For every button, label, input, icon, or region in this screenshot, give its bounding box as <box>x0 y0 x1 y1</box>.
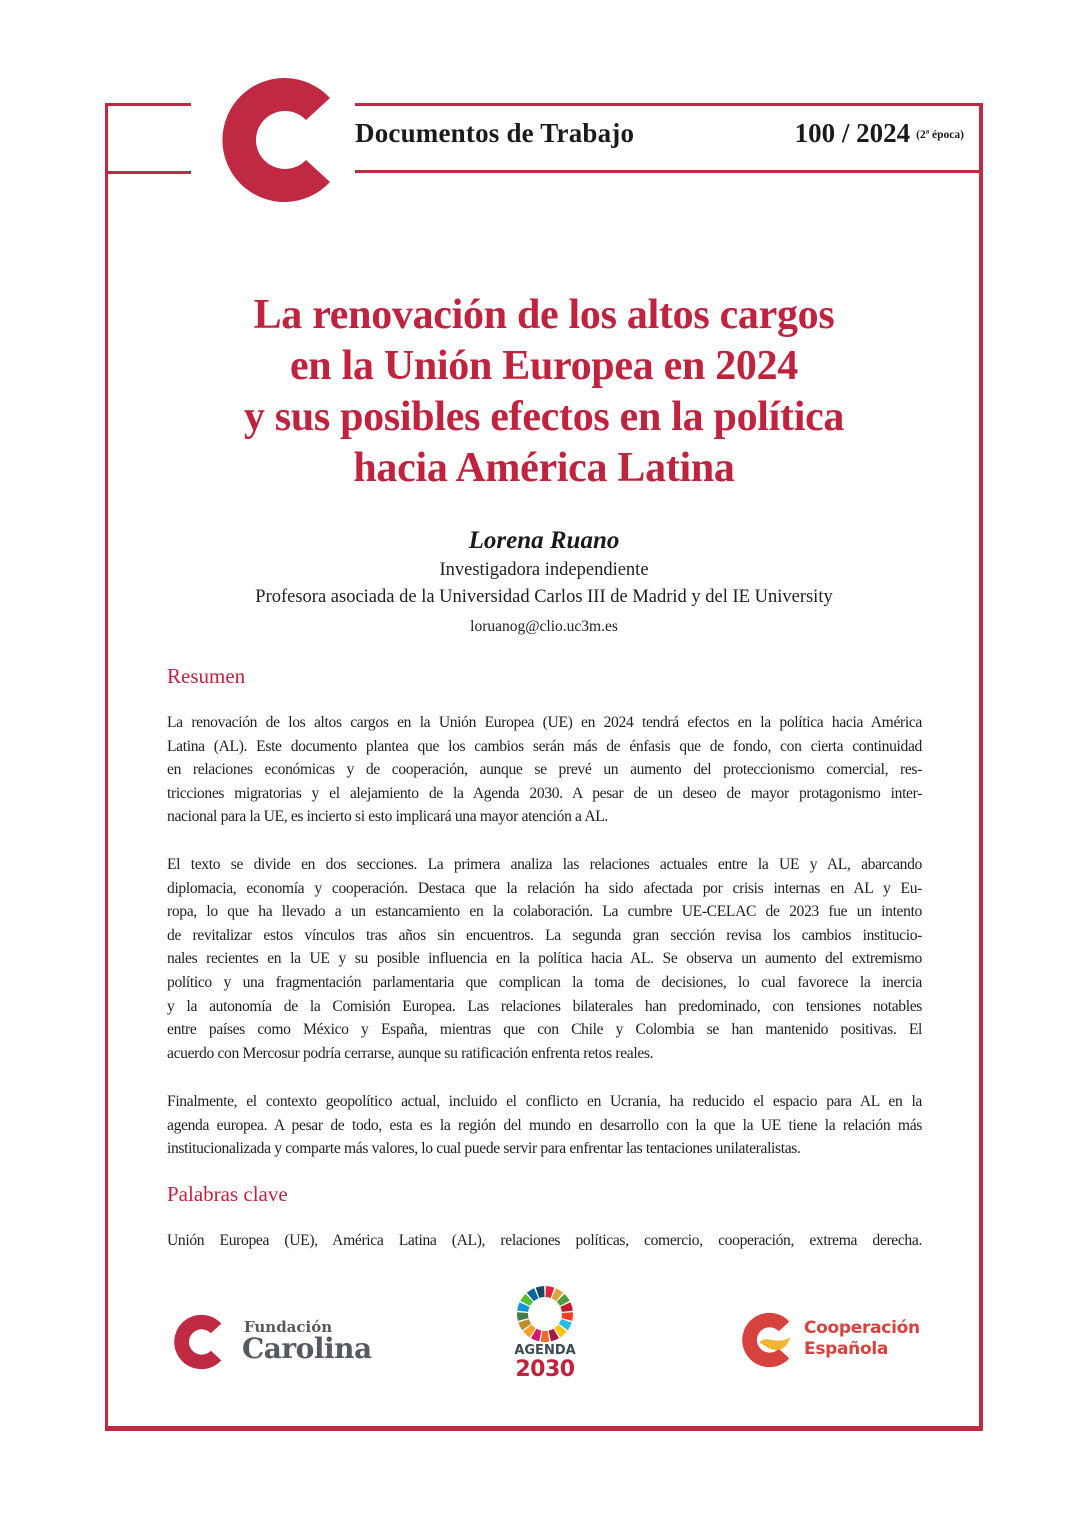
sdg-wheel-icon <box>516 1285 574 1343</box>
abstract-paragraph-1 <box>167 711 922 829</box>
text-line: agenda europea. A pesar de todo, esta es la región del mundo en desarrollo con la que la UE tiene la relación más <box>167 1116 922 1134</box>
document-title <box>110 290 978 494</box>
text-line: La renovación de los altos cargos en la Unión Europea (UE) en 2024 tendrá efectos en la política hacia América <box>167 714 922 731</box>
text-line: nales recientes en la UE y su posible influencia en la política hacia AL. Se observa un aumento del extremismo <box>167 950 922 968</box>
issue-epoch: (2ª época) <box>916 129 964 141</box>
text-line: tricciones migratorias y el alejamiento de la Agenda 2030. A pesar de un deseo de mayor protagonismo inter- <box>167 784 922 802</box>
title-line: y sus posibles efectos en la política <box>243 394 845 440</box>
frame-right-border <box>979 103 983 1431</box>
agenda-2030-line1: AGENDA <box>514 1343 576 1358</box>
text-line: Finalmente, el contexto geopolítico actual, incluido el conflicto en Ucrania, ha reducido el espacio para AL en la <box>167 1093 922 1110</box>
fundacion-carolina-line1: Fundación <box>244 1318 333 1336</box>
sdg-wheel-segment <box>541 1331 550 1342</box>
text-line: y la autonomía de la Comisión Europea. Las relaciones bilaterales han predominado, con tensiones notables <box>167 997 922 1015</box>
header-bottom-rule-left <box>105 171 191 174</box>
title-line: La renovación de los altos cargos <box>253 292 835 338</box>
issue-number <box>795 118 964 149</box>
issue-number-value: 100 / 2024 <box>794 118 911 148</box>
author-affiliation-1: Investigadora independiente <box>439 560 649 580</box>
text-line: Latina (AL). Este documento plantea que los cambios serán más de énfasis que de fondo, con cierta continuidad <box>167 737 922 755</box>
cooperacion-espanola-icon <box>740 1312 794 1368</box>
text-line: Unión Europea (UE), América Latina (AL), relaciones políticas, comercio, cooperación, extrema derecha. <box>167 1232 922 1249</box>
author-email[interactable]: loruanog@clio.uc3m.es <box>470 618 618 635</box>
keywords-heading: Palabras clave <box>167 1182 288 1206</box>
author-name: Lorena Ruano <box>468 527 620 554</box>
header-top-rule-right <box>355 103 983 106</box>
frame-bottom-border <box>105 1426 983 1431</box>
agenda-2030-logo <box>503 1285 587 1385</box>
cooperacion-espanola-line1: Cooperación <box>804 1318 920 1338</box>
text-line: El texto se divide en dos secciones. La primera analiza las relaciones actuales entre la UE y AL, abarcando <box>167 856 922 873</box>
cooperacion-espanola-logo <box>740 1310 925 1370</box>
text-line: acuerdo con Mercosur podría cerrarse, aunque su ratificación enfrenta retos reales. <box>167 1044 654 1062</box>
agenda-2030-line2: 2030 <box>515 1357 575 1382</box>
text-line: político y una fragmentación parlamentaria que complican la toma de decisiones, lo cual favorece la inercia <box>167 973 922 991</box>
author-affiliation-2: Profesora asociada de la Universidad Carlos III de Madrid y del IE University <box>255 587 833 607</box>
abstract-paragraph-2 <box>167 853 922 1065</box>
abstract-paragraph-3 <box>167 1090 922 1161</box>
text-line: de revitalizar estos vínculos tras años sin encuentros. La segunda gran sección revisa los cambios institucio- <box>167 926 922 944</box>
fundacion-carolina-line2: Carolina <box>242 1332 372 1365</box>
sdg-wheel-segment <box>561 1312 573 1321</box>
text-line: ropa, lo que ha llevado a un estancamiento en la colaboración. La cumbre UE-CELAC de 2023 fue un intento <box>167 903 922 921</box>
text-line: entre países como México y España, mientras que con Chile y Colombia se han mantenido positivas. El <box>167 1021 922 1039</box>
header-top-rule-left <box>105 103 191 106</box>
fundacion-carolina-c-icon <box>174 1314 224 1370</box>
fundacion-carolina-logo <box>172 1310 382 1374</box>
text-line: en relaciones económicas y de cooperación, aunque se prevé un aumento del proteccionismo comercial, res- <box>167 761 922 779</box>
frame-left-border <box>105 103 108 1431</box>
cooperacion-espanola-line2: Española <box>804 1339 889 1359</box>
text-line: nacional para la UE, es incierto si esto implicará una mayor atención a AL. <box>167 808 608 826</box>
abstract-heading: Resumen <box>167 664 246 688</box>
header-bottom-rule-right <box>355 170 983 173</box>
text-line: diplomacia, economía y cooperación. Destaca que la relación ha sido afectada por crisis internas en AL y Eu- <box>167 879 922 897</box>
text-line: institucionalizada y comparte más valores, lo cual puede servir para enfrentar las tentaciones unilateralistas. <box>167 1140 801 1158</box>
fundacion-carolina-c-logo <box>222 76 336 204</box>
title-line: hacia América Latina <box>353 445 735 491</box>
series-title: Documentos de Trabajo <box>355 118 635 148</box>
title-line: en la Unión Europea en 2024 <box>289 343 799 389</box>
keywords-text <box>167 1229 922 1253</box>
sdg-wheel-segment <box>517 1312 529 1321</box>
